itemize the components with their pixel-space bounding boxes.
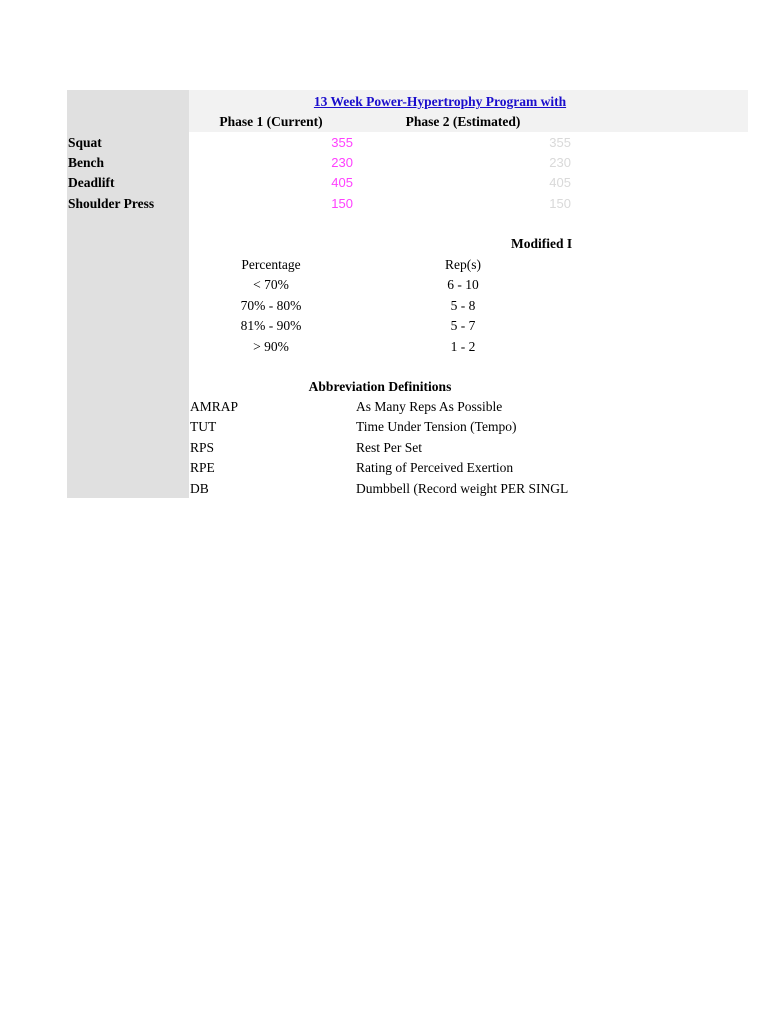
abbreviation-definition: Time Under Tension (Tempo) <box>356 419 517 434</box>
lift-phase1-squat: 355 <box>331 135 353 150</box>
abbreviation-definition: Rest Per Set <box>356 440 422 455</box>
abbreviations-heading: Abbreviation Definitions <box>308 379 452 394</box>
lift-name-bench: Bench <box>68 155 105 170</box>
spreadsheet-page <box>67 90 748 498</box>
abbreviation-term: DB <box>190 481 209 496</box>
lift-name-deadlift: Deadlift <box>68 175 115 190</box>
rep-table-reps: 5 - 7 <box>450 318 476 333</box>
modified-label: Modified I <box>511 236 573 251</box>
program-title-link[interactable]: 13 Week Power-Hypertrophy Program with <box>313 94 567 109</box>
lift-phase2-bench: 230 <box>549 155 571 170</box>
lift-phase2-shoulder-press: 150 <box>549 196 571 211</box>
phase1-header: Phase 1 (Current) <box>219 114 323 129</box>
rep-table-reps: 1 - 2 <box>450 339 476 354</box>
lift-phase1-shoulder-press: 150 <box>331 196 353 211</box>
rep-table-percentage: > 90% <box>253 339 289 354</box>
lift-name-shoulder-press: Shoulder Press <box>68 196 155 211</box>
abbreviation-definition: As Many Reps As Possible <box>356 399 503 414</box>
abbreviation-definition: Dumbbell (Record weight PER SINGL <box>356 481 569 496</box>
rep-table-reps: 6 - 10 <box>447 277 479 292</box>
rep-table-percentage: 81% - 90% <box>240 318 302 333</box>
abbreviation-definition: Rating of Perceived Exertion <box>356 460 514 475</box>
lift-name-squat: Squat <box>68 135 102 150</box>
rep-table-header-reps: Rep(s) <box>445 257 481 272</box>
lift-phase2-deadlift: 405 <box>549 175 571 190</box>
rep-table-percentage: 70% - 80% <box>240 298 302 313</box>
abbreviation-term: RPS <box>190 440 215 455</box>
rep-table-header-percentage: Percentage <box>241 257 301 272</box>
abbreviation-term: AMRAP <box>190 399 239 414</box>
lift-phase1-deadlift: 405 <box>331 175 353 190</box>
lift-phase1-bench: 230 <box>331 155 353 170</box>
phase2-header: Phase 2 (Estimated) <box>405 114 521 129</box>
abbreviation-term: TUT <box>190 419 217 434</box>
rep-table-reps: 5 - 8 <box>450 298 476 313</box>
abbreviation-term: RPE <box>190 460 215 475</box>
modified-label-clip <box>447 235 573 255</box>
lift-phase2-squat: 355 <box>549 135 571 150</box>
rep-table-percentage: < 70% <box>253 277 289 292</box>
